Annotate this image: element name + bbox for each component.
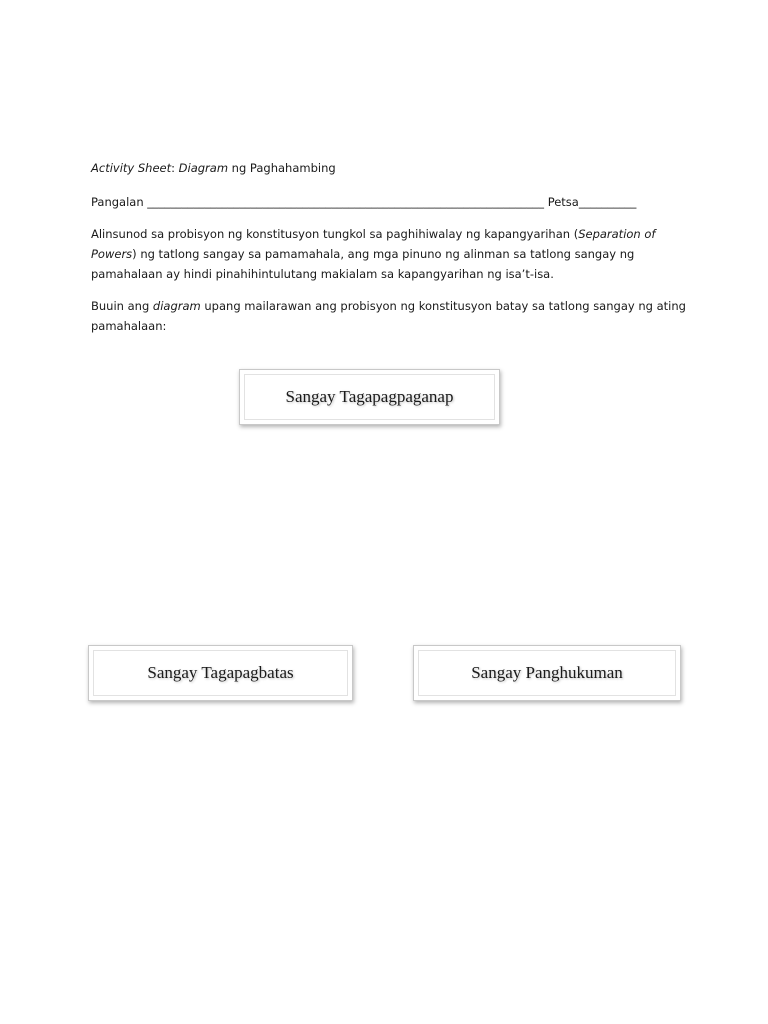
- p1-line2-text: ) ng tatlong sangay sa pamamahala, ang mga pinuno ng alinman sa tatlong sangay ng: [132, 247, 635, 261]
- p1-line1-italic: Separation of: [578, 227, 656, 241]
- title-diagram: Diagram: [178, 161, 229, 175]
- date-blank: __________: [578, 195, 637, 209]
- title-rest: ng Paghahambing: [228, 161, 336, 175]
- p2-line1-italic: diagram: [152, 299, 201, 313]
- judicial-branch-box: [413, 645, 681, 701]
- date-label: Petsa: [547, 195, 579, 209]
- judicial-branch-label: Sangay Panghukuman: [418, 650, 676, 696]
- legislative-branch-box: [88, 645, 353, 701]
- paragraph-1-line-1: [91, 224, 671, 244]
- instruction-paragraph-1: [91, 224, 671, 284]
- paragraph-2-line-2: pamahalaan:: [91, 319, 167, 333]
- paragraph-2-line-1: [91, 296, 686, 316]
- sheet-title: [91, 158, 336, 178]
- title-activity-sheet: Activity Sheet: [91, 161, 172, 175]
- executive-branch-box: [239, 369, 500, 425]
- title-colon: :: [171, 161, 179, 175]
- p2-line1-text-a: Buuin ang: [91, 299, 153, 313]
- legislative-branch-label: Sangay Tagapagbatas: [93, 650, 348, 696]
- name-blank: _____________________________________________________________________: [147, 195, 545, 209]
- name-label: Pangalan: [91, 195, 144, 209]
- p1-line1-text: Alinsunod sa probisyon ng konstitusyon tungkol sa paghihiwalay ng kapangyarihan (: [91, 227, 579, 241]
- instruction-paragraph-2: [91, 296, 686, 336]
- p1-line2-italic: Powers: [91, 247, 133, 261]
- paragraph-1-line-3: pamahalaan ay hindi pinahihintulutang makialam sa kapangyarihan ng isa’t-isa.: [91, 267, 554, 281]
- paragraph-1-line-2: [91, 244, 671, 264]
- p2-line1-text-b: upang mailarawan ang probisyon ng konstitusyon batay sa tatlong sangay ng ating: [200, 299, 686, 313]
- executive-branch-label: Sangay Tagapagpaganap: [244, 374, 495, 420]
- name-date-line: [91, 192, 636, 212]
